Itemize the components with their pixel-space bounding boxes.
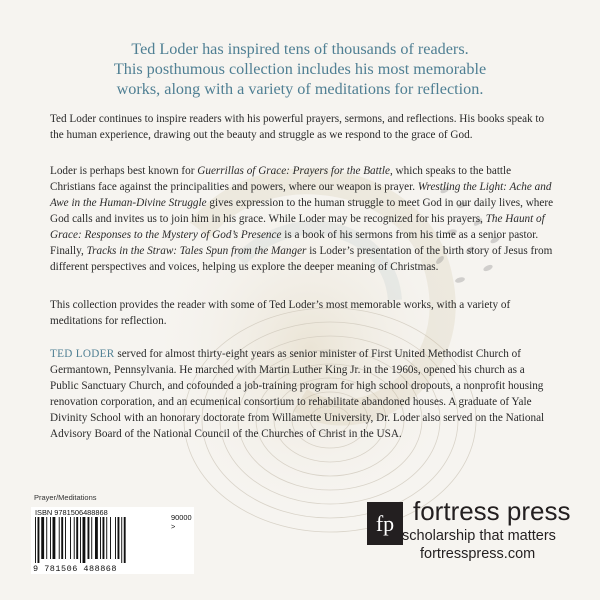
barcode-bar bbox=[83, 517, 86, 563]
barcode-image bbox=[35, 517, 191, 565]
barcode-bar bbox=[95, 517, 98, 559]
barcode-bar bbox=[115, 517, 116, 559]
barcode-bar bbox=[46, 517, 47, 559]
description-paragraph-3: This collection provides the reader with some of Ted Loder’s most memorable works, with a variety of meditations for reflection. bbox=[50, 299, 511, 327]
book-title-haunt-of-grace: The Haunt of Grace: Responses to the Mystery of God’s Presence bbox=[50, 213, 545, 241]
barcode-bar bbox=[106, 517, 107, 559]
barcode-bar bbox=[121, 517, 122, 563]
text-run: is a book of his sermons from his time as a senior pastor. Finally, bbox=[50, 229, 539, 257]
barcode-bar bbox=[53, 517, 56, 559]
barcode-panel bbox=[31, 507, 194, 574]
barcode-bar bbox=[124, 517, 126, 563]
category-label: Prayer/Meditations bbox=[34, 493, 97, 502]
barcode-bar bbox=[74, 517, 75, 559]
barcode-bar bbox=[118, 517, 120, 559]
barcode-bar bbox=[110, 517, 111, 559]
tagline-line-2: This posthumous collection includes his most memorable bbox=[113, 60, 487, 78]
barcode-bar bbox=[38, 517, 40, 563]
book-title-tracks-in-the-straw: Tracks in the Straw: Tales Spun from the Manger bbox=[86, 245, 307, 257]
isbn-label: ISBN 9781506488868 bbox=[35, 508, 108, 517]
book-title-guerrillas-of-grace: Guerrillas of Grace: Prayers for the Battle bbox=[197, 165, 390, 177]
book-title-wrestling-the-light: Wrestling the Light: Ache and Awe in the Human-Divine Struggle bbox=[50, 181, 552, 209]
tagline bbox=[40, 39, 560, 99]
ean-digits: 9 781506 488868 bbox=[33, 564, 118, 574]
publisher-logo bbox=[367, 502, 403, 545]
fp-logo-icon bbox=[367, 502, 403, 545]
publisher-slogan: scholarship that matters bbox=[402, 528, 556, 544]
barcode-bar bbox=[35, 517, 36, 563]
text-run: Loder is perhaps best known for bbox=[50, 165, 198, 177]
barcode-bar bbox=[50, 517, 51, 559]
tagline-line-3: works, along with a variety of meditations for reflection. bbox=[116, 80, 484, 98]
barcode-bar bbox=[59, 517, 60, 559]
publisher-name: fortress press bbox=[413, 496, 571, 526]
barcode-bar bbox=[91, 517, 92, 559]
tagline-line-1: Ted Loder has inspired tens of thousands of readers. bbox=[131, 40, 469, 58]
price-code: 90000 > bbox=[171, 513, 192, 531]
author-name: TED LODER bbox=[50, 348, 115, 360]
logo-letters: fp bbox=[375, 511, 395, 536]
publisher-url: fortresspress.com bbox=[420, 546, 536, 562]
author-bio-text: served for almost thirty-eight years as senior minister of First United Methodist Church of Germantown, Pennsylvania. He marched with Martin Luther King Jr. in the 1960s, opened his church as a Public Sanctuary Church, and cofounded a job-training program for high school dropouts, a nonprofit housing renovation corporation, and an ecumenical consortium to rehabilitate abandoned houses. A graduate of Yale Divinity School with an honorary doctorate from Willamette University, Dr. Loder also served on the National Advisory Board of the National Council of the Churches of Christ in the USA. bbox=[50, 348, 545, 440]
barcode-bar bbox=[70, 517, 71, 559]
description-paragraph-1: Ted Loder continues to inspire readers with his powerful prayers, sermons, and reflections. His books speak to the human experience, drawing out the beauty and struggle as we respond to the grace of God. bbox=[50, 113, 545, 141]
barcode-bar bbox=[103, 517, 105, 559]
barcode-bar bbox=[100, 517, 101, 559]
text-run: is Loder’s presentation of the birth story of Jesus from different perspectives and voices, helping us explore the deeper meaning of Christmas. bbox=[50, 245, 553, 273]
barcode-bar bbox=[41, 517, 44, 559]
text-run: , which speaks to the battle Christians face against the principalities and powers, where our weapon is prayer. bbox=[50, 165, 512, 193]
barcode-bar bbox=[76, 517, 78, 559]
author-bio bbox=[50, 346, 555, 442]
barcode-bar bbox=[65, 517, 66, 559]
text-run: gives expression to the human struggle to meet God in our daily lives, where God calls and invites us to join him in his grace. While Loder may be recognized for his prayers, bbox=[50, 197, 554, 225]
barcode-bar bbox=[88, 517, 90, 559]
barcode-bar bbox=[80, 517, 81, 563]
barcode-bar bbox=[61, 517, 63, 559]
description-paragraph-2 bbox=[50, 163, 555, 275]
